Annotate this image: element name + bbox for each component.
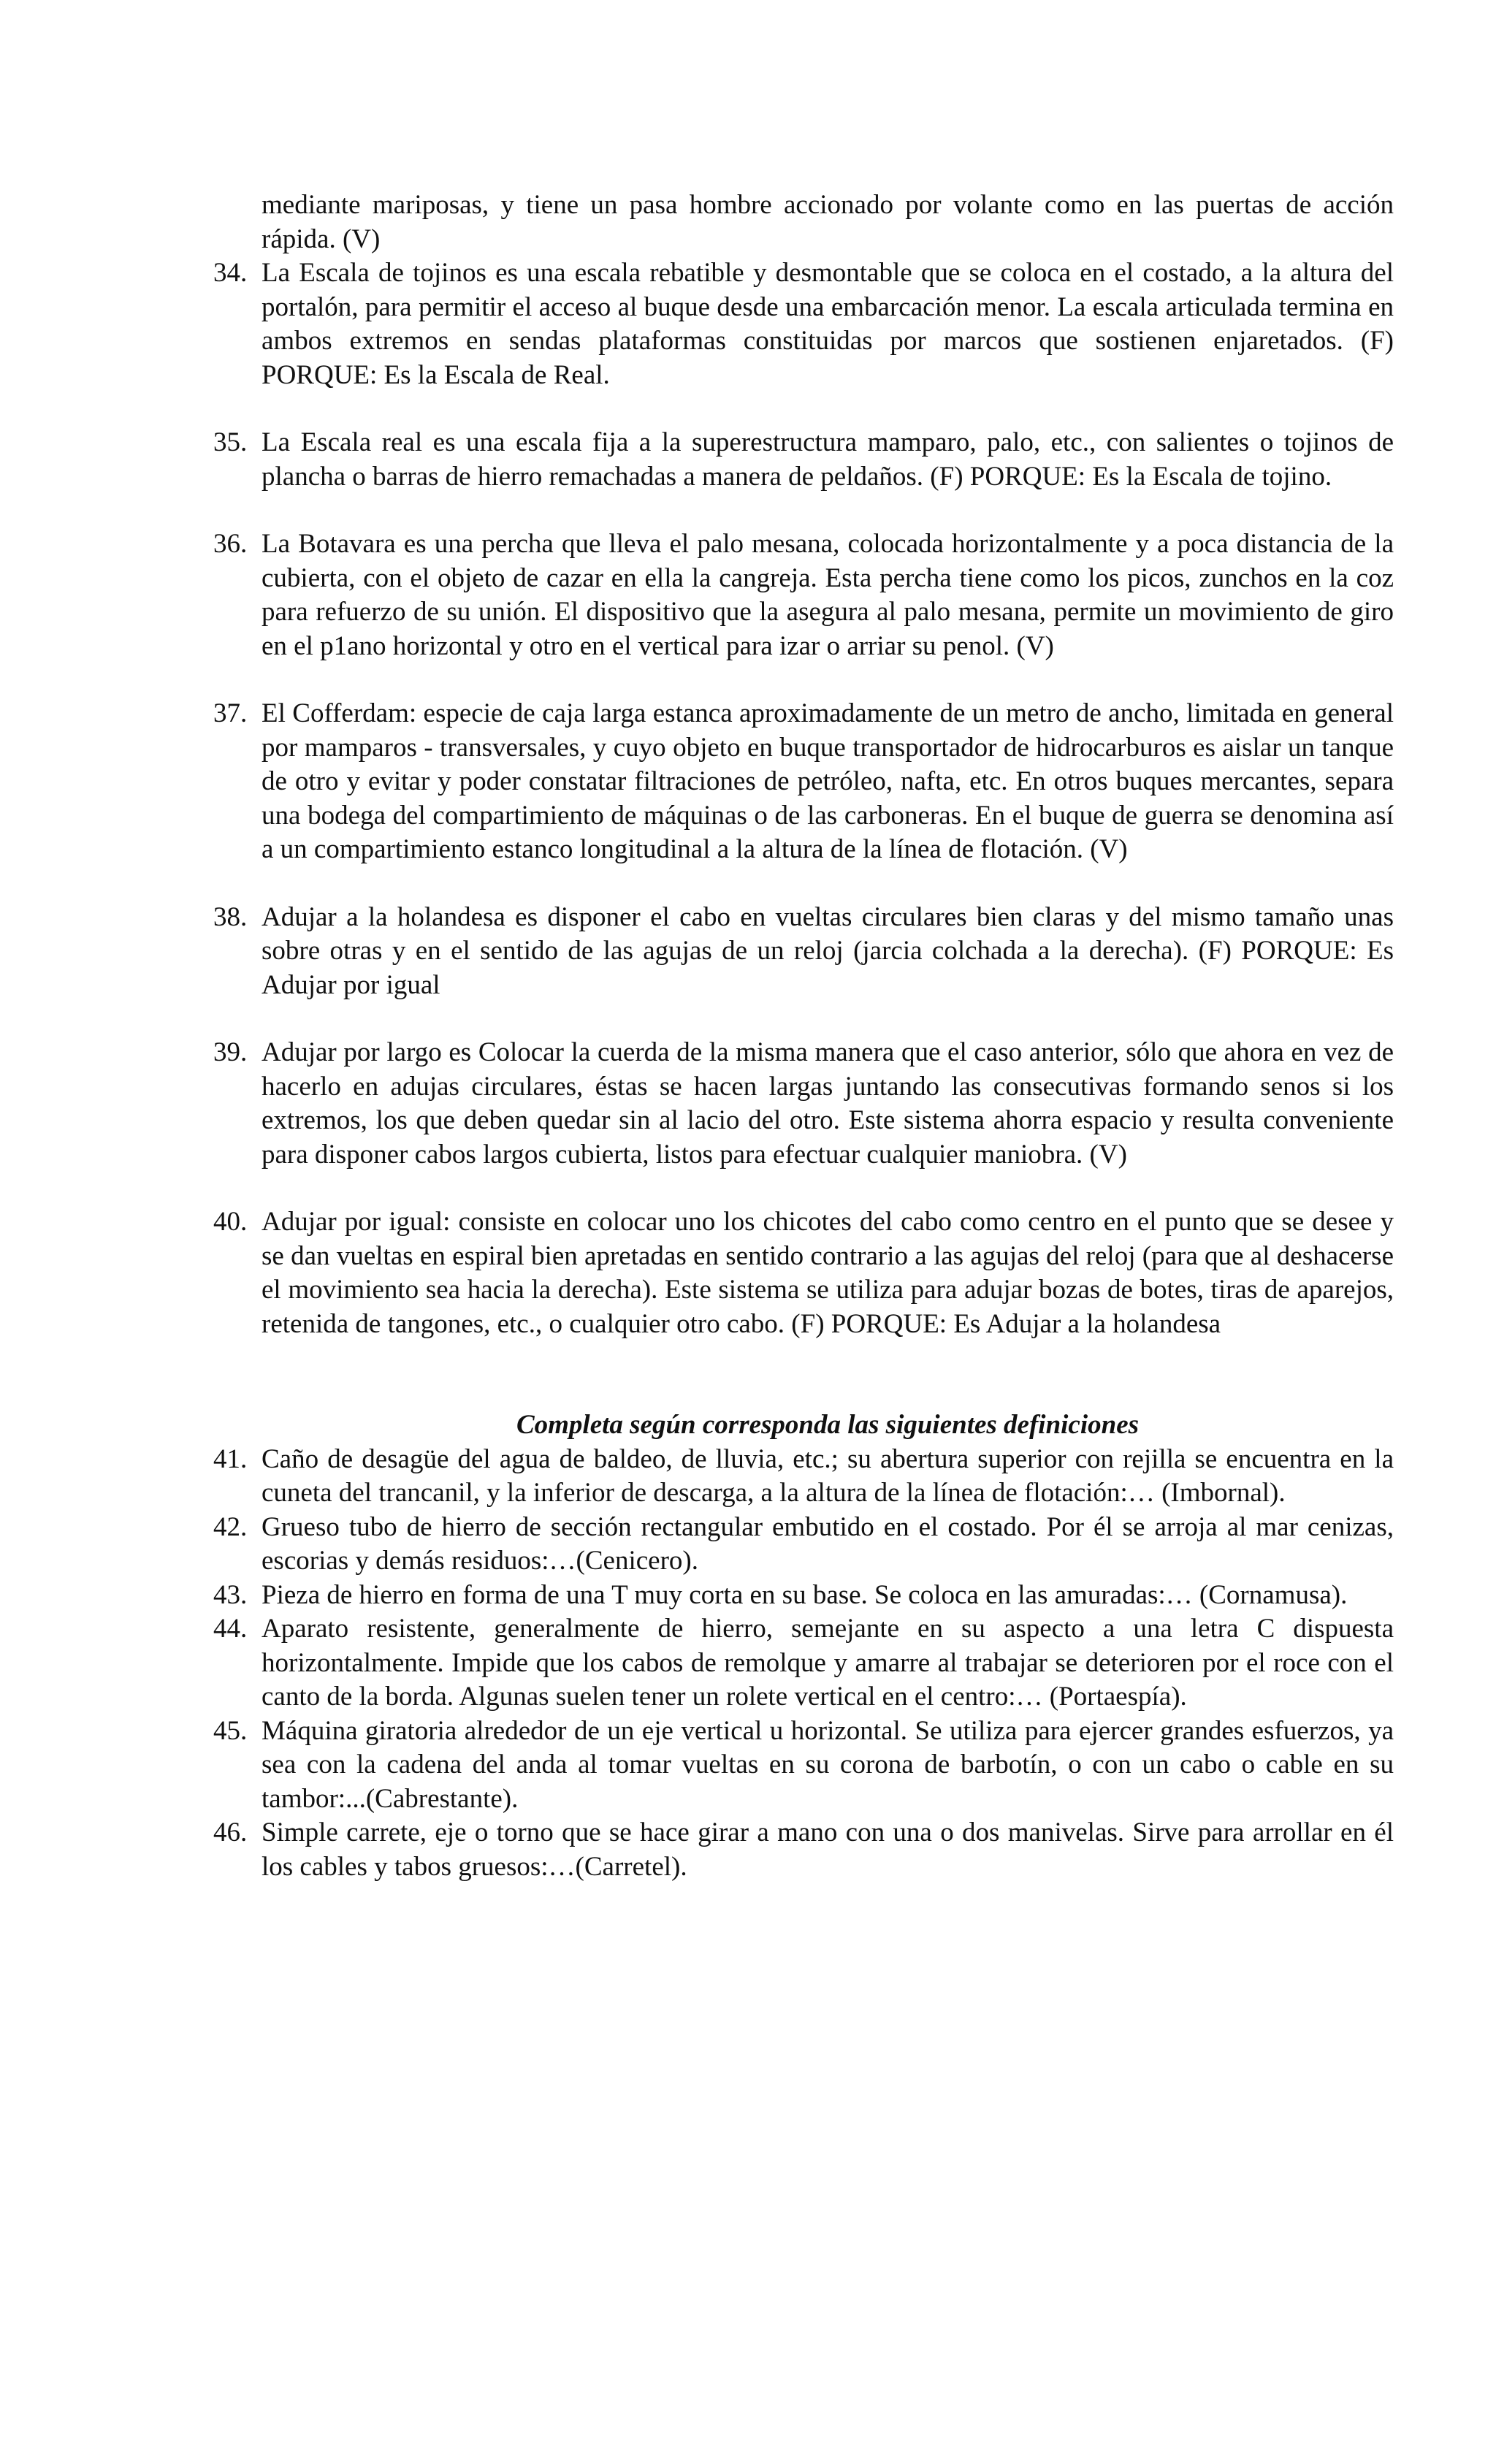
list-item-43 [213,1579,1394,1613]
item-number: 40. [213,1207,248,1237]
list-item-35 [213,426,1394,494]
item-number: 43. [213,1579,248,1610]
list-item-34 [213,256,1394,392]
item-text: Adujar a la holandesa es disponer el cabo en vueltas circulares bien claras y del mismo tamaño unas sobre otras y en el sentido de las agujas de un reloj (jarcia colchada a la derecha). (F) PORQUE: Es Adujar por igual [262,901,1394,1000]
item-text: Simple carrete, eje o torno que se hace girar a mano con una o dos manivelas. Sirve para arrollar en él los cables y tabos gruesos:…(Carretel). [262,1818,1394,1882]
item-number: 42. [213,1511,248,1542]
item-number: 41. [213,1443,248,1474]
list-item-41 [213,1443,1394,1511]
item-text: La Escala de tojinos es una escala rebatible y desmontable que se coloca en el costado, a la altura del portalón, para permitir el acceso al buque desde una embarcación menor. La escala articulada termina en ambos extremos en sendas plataformas constituidas por marcos que sostienen enjaretados. (F) PORQUE: Es la Escala de Real. [262,258,1394,390]
item-number: 39. [213,1037,248,1067]
section-heading: Completa según corresponda las siguientes definiciones [516,1410,1140,1440]
item-number: 36. [213,529,248,559]
item-text: Caño de desagüe del agua de baldeo, de lluvia, etc.; su abertura superior con rejilla se encuentra en la cuneta del trancanil, y la inferior de descarga, a la altura de la línea de flotación:… (Imbornal). [262,1443,1394,1508]
list-item-37 [213,697,1394,867]
list-item-40 [213,1205,1394,1341]
list-item-36 [213,527,1394,663]
item-text: Grueso tubo de hierro de sección rectangular embutido en el costado. Por él se arroja al mar cenizas, escorias y demás residuos:…(Cenicero). [262,1511,1394,1576]
list-item-39 [213,1036,1394,1172]
continuation-paragraph: mediante mariposas, y tiene un pasa hombre accionado por volante como en las puertas de acción rápida. (V) [262,190,1394,254]
item-number: 46. [213,1818,248,1847]
item-number: 35. [213,427,248,457]
item-text: La Escala real es una escala fija a la superestructura mamparo, palo, etc., con salientes o tojinos de plancha o barras de hierro remachadas a manera de peldaños. (F) PORQUE: Es la Escala de tojino. [262,427,1394,492]
list-item-42 [213,1511,1394,1579]
item-number: 38. [213,901,248,932]
item-text: Adujar por igual: consiste en colocar uno los chicotes del cabo como centro en el punto que se desee y se dan vueltas en espiral bien apretadas en sentido contrario a las agujas del reloj (para que al deshacerse el movimiento sea hacia la derecha). Este sistema se utiliza para adujar bozas de botes, tiras de aparejos, retenida de tangones, etc., o cualquier otro cabo. (F) PORQUE: Es Adujar a la holandesa [262,1207,1394,1339]
item-number: 44. [213,1614,248,1644]
item-number: 37. [213,698,248,728]
item-text: Aparato resistente, generalmente de hierro, semejante en su aspecto a una letra C dispuesta horizontalmente. Impide que los cabos de remolque y amarre al trabajar se deterioren por el roce con el canto de la borda. Algunas suelen tener un rolete vertical en el centro:… (Portaespía). [262,1614,1394,1712]
item-text: El Cofferdam: especie de caja larga estanca aproximadamente de un metro de ancho, limitada en general por mamparos - transversales, y cuyo objeto en buque transportador de hidrocarburos es aislar un tanque de otro y evitar y poder constatar filtraciones de petróleo, nafta, etc. En otros buques mercantes, separa una bodega del compartimiento de máquinas o de las carboneras. En el buque de guerra se denomina así a un compartimiento estanco longitudinal a la altura de la línea de flotación. (V) [262,698,1394,864]
item-text: Adujar por largo es Colocar la cuerda de la misma manera que el caso anterior, sólo que ahora en vez de hacerlo en adujas circulares, éstas se hacen largas juntando las consecutivas formando senos si los extremos, los que deben quedar sin al lacio del otro. Este sistema ahorra espacio y resulta conveniente para disponer cabos largos cubierta, listos para efectuar cualquier maniobra. (V) [262,1037,1394,1170]
list-item-46 [213,1816,1394,1884]
item-number: 34. [213,258,248,288]
document-body [213,188,1394,1884]
item-text: Máquina giratoria alrededor de un eje vertical u horizontal. Se utiliza para ejercer grandes esfuerzos, ya sea con la cadena del anda al tomar vueltas en su corona de barbotín, o con un cabo o cable en su tambor:...(Cabrestante). [262,1715,1394,1814]
item-number: 45. [213,1715,248,1746]
list-item-44 [213,1612,1394,1714]
item-text: Pieza de hierro en forma de una T muy corta en su base. Se coloca en las amuradas:… (Cornamusa). [262,1579,1348,1610]
item-text: La Botavara es una percha que lleva el palo mesana, colocada horizontalmente y a poca distancia de la cubierta, con el objeto de cazar en ella la cangreja. Esta percha tiene como los picos, zunchos en la coz para refuerzo de su unión. El dispositivo que la asegura al palo mesana, permite un movimiento de giro en el p1ano horizontal y otro en el vertical para izar o arriar su penol. (V) [262,529,1394,661]
list-item-38 [213,901,1394,1003]
list-item-45 [213,1714,1394,1817]
